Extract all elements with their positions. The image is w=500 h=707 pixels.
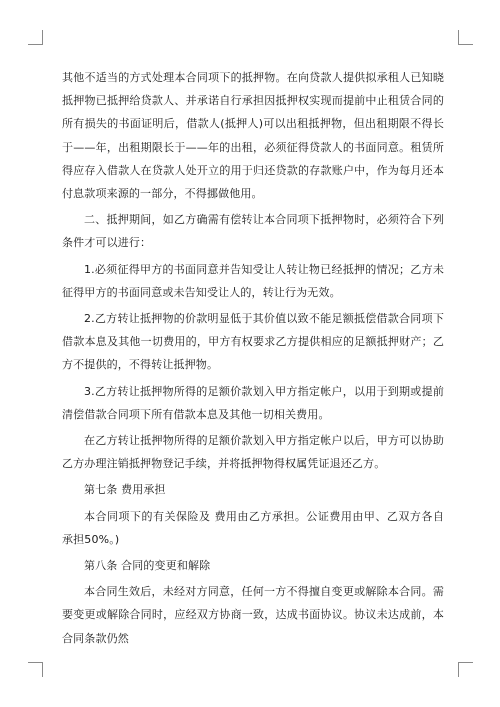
crop-mark-bottom-left [28,662,43,677]
section-heading: 第八条 合同的变更和解除 [84,559,211,573]
paragraph: 其他不适当的方式处理本合同项下的抵押物。在向贷款人提供拟承租人已知晓抵押物已抵押给贷款人、并承诺自行承担因抵押权实现而提前中止租赁合同的所有损失的书面证明后，借款人(抵押人)可以出租抵押物，但出租期限不得长于——年，出租期限长于——年的出租，必须征得贷款人的书面同意。租赁所得应存入借款人在贷款人处开立的用于归还贷款的存款账户中，作为每月还本付息款项来源的一部分，不得挪做他用。 [62,71,444,201]
paragraph: 本合同生效后，未经对方同意，任何一方不得擅自变更或解除本合同。需要变更或解除合同时，应经双方协商一致，达成书面协议。协议未达成前，本合同条款仍然 [62,585,444,645]
paragraph: 1.必须征得甲方的书面同意并告知受让人转让物已经抵押的情况；乙方未征得甲方的书面同意或未告知受让人的，转让行为无效。 [62,262,444,299]
crop-mark-bottom-right [458,662,473,677]
paragraph: 本合同项下的有关保险及 费用由乙方承担。公证费用由甲、乙双方各自承担50%。) [62,509,444,546]
paragraph: 3.乙方转让抵押物所得的足额价款划入甲方指定帐户，以用于到期或提前清偿借款合同项下所有借款本息及其他一切相关费用。 [62,384,444,421]
document-body [62,66,444,653]
paragraph: 二、抵押期间，如乙方确需有偿转让本合同项下抵押物时，必须符合下列条件才可以进行： [62,213,444,250]
paragraph: 在乙方转让抵押物所得的足额价款划入甲方指定帐户以后，甲方可以协助乙方办理注销抵押物登记手续，并将抵押物得权属凭证退还乙方。 [62,434,444,471]
crop-mark-top-right [458,30,473,45]
section-heading: 第七条 费用承担 [84,483,166,497]
paragraph: 2.乙方转让抵押物的价款明显低于其价值以致不能足额抵偿借款合同项下借款本息及其他一切费用的，甲方有权要求乙方提供相应的足额抵押财产；乙方不提供的，不得转让抵押物。 [62,312,444,372]
crop-mark-top-left [28,30,43,45]
